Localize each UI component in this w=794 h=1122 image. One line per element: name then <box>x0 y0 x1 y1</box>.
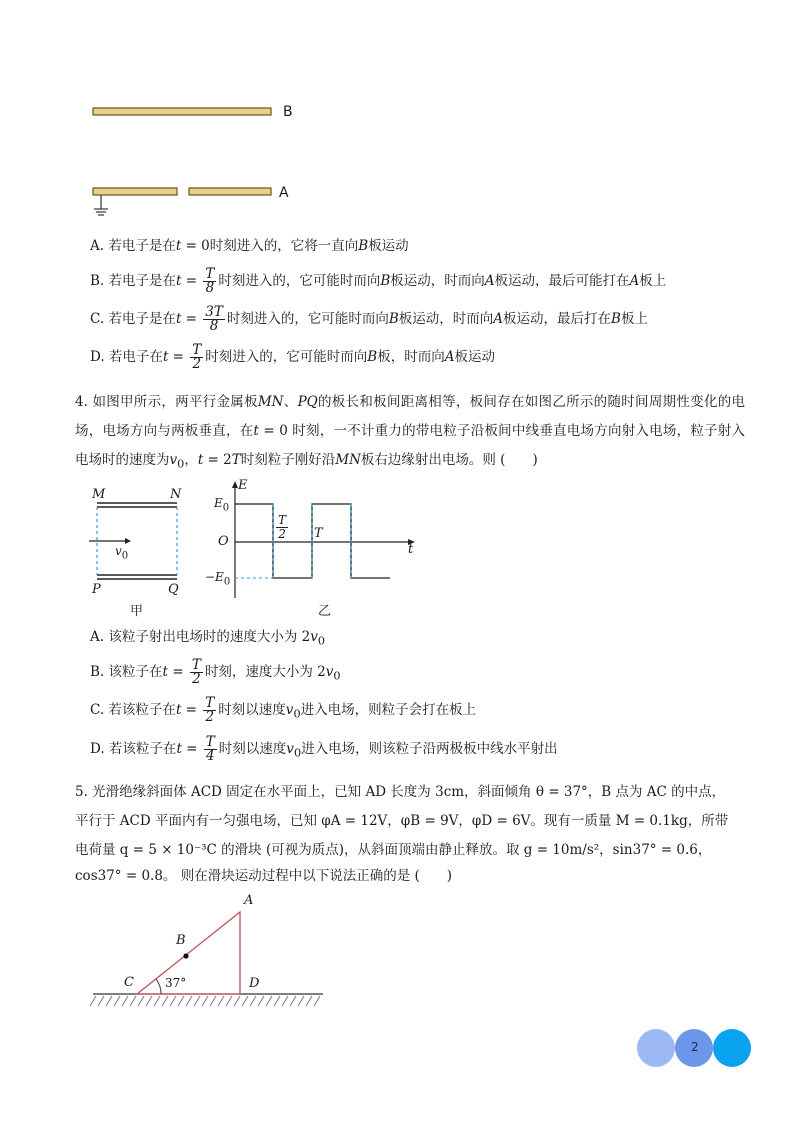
plates-figure <box>85 100 315 225</box>
q5-line-2: 平行于 ACD 平面内有一匀强电场，已知 φA = 12V，φB = 9V，φD = 6V。现有一质量 M = 0.1kg，所带 <box>75 813 729 829</box>
label-angle: 37° <box>165 976 187 990</box>
plate-a-right <box>189 188 271 195</box>
label-p: P <box>92 582 101 597</box>
q3-option-b: B. 若电子是在t = $\frac{T}{8}$ 时刻进入的，它可能时而向B板运动，时而向A板运动，最后可能打在A板上 <box>90 266 667 296</box>
q5-line-3: 电荷量 q = 5 × 10⁻³C 的滑块 (可视为质点)，从斜面顶端由静止释放。取 g = 10m/s²，sin37° = 0.6， <box>75 842 712 858</box>
label-v0: $v_0$ <box>115 544 129 562</box>
label-c: C <box>124 975 134 990</box>
label-neg-e0: $-E_0$ <box>205 570 231 588</box>
ground-symbol <box>94 195 108 215</box>
q4-option-a: A. 该粒子射出电场时的速度大小为 $2v_0$ <box>90 629 326 648</box>
label-n: N <box>170 487 182 502</box>
q3-option-d: D. 若电子在t = $\frac{T}{2}$ 时刻进入的，它可能时而向B板，时而向A板运动 <box>90 342 495 372</box>
angle-arc <box>156 979 161 994</box>
fraction: $\frac{T}{8}$ <box>205 266 215 296</box>
caption-jia: 甲 <box>130 604 144 619</box>
incline-figure <box>90 900 330 1012</box>
q3-option-a: A. 若电子是在t = 0时刻进入的，它将一直向B板运动 <box>90 238 409 254</box>
q4-option-b: B. 该粒子在t = $\frac{T}{2}$ 时刻，速度大小为 $2v_0$ <box>90 657 341 687</box>
plate-a-label: A <box>279 185 289 201</box>
label-t-axis: t <box>408 542 414 557</box>
page-circle-left <box>637 1029 675 1067</box>
plate-b <box>93 108 271 115</box>
fraction: $\frac{T}{2}$ <box>192 342 202 372</box>
plate-b-label: B <box>283 104 293 120</box>
plate-a-left <box>93 188 177 195</box>
fraction: $\frac{3T}{8}$ <box>205 304 223 334</box>
label-e: E <box>238 478 248 493</box>
label-half-t: $\frac{T}{2}$ <box>278 513 287 541</box>
label-t-period: T <box>314 526 323 541</box>
label-d: D <box>249 976 260 991</box>
label-a: A <box>244 893 254 908</box>
label-e0: $E_0$ <box>214 496 230 514</box>
label-q: Q <box>168 582 179 597</box>
q3-option-c: C. 若电子是在t = $\frac{3T}{8}$ 时刻进入的，它可能时而向B板运动，时而向A板运动，最后打在B板上 <box>90 304 648 334</box>
caption-yi: 乙 <box>318 604 332 619</box>
q5-line-4: cos37° = 0.8。 则在滑块运动过程中以下说法正确的是 ( ) <box>75 868 453 884</box>
q5-line-1: 5. 光滑绝缘斜面体 ACD 固定在水平面上，已知 AD 长度为 3cm，斜面倾角 θ = 37°，B 点为 AC 的中点， <box>75 784 726 800</box>
q4-option-d: D. 若该粒子在t = $\frac{T}{4}$ 时刻以速度$v_0$进入电场，则该粒子沿两极板中线水平射出 <box>90 734 558 764</box>
q4-option-c: C. 若该粒子在t = $\frac{T}{2}$ 时刻以速度$v_0$进入电场，则粒子会打在板上 <box>90 695 477 725</box>
q4-stem: 4. 如图甲所示，两平行金属板MN、PQ的板长和板间距离相等，板间存在如图乙所示的随时间周期性变化的电场，电场方向与两板垂直，在t = 0 时刻，一不计重力的带电粒子沿板间中线垂直电场方向射入电场，粒子射入电场时的速度为$v_0$，t = 2T时刻粒子刚好沿MN板右边缘射出电场。则 ( ) <box>75 394 746 471</box>
label-m: M <box>92 487 106 502</box>
label-b: B <box>176 933 186 948</box>
incline-triangle <box>137 912 240 994</box>
point-b <box>183 953 188 958</box>
page-circle-right <box>713 1029 751 1067</box>
page-number: 2 <box>691 1040 699 1054</box>
label-o: O <box>218 534 229 549</box>
